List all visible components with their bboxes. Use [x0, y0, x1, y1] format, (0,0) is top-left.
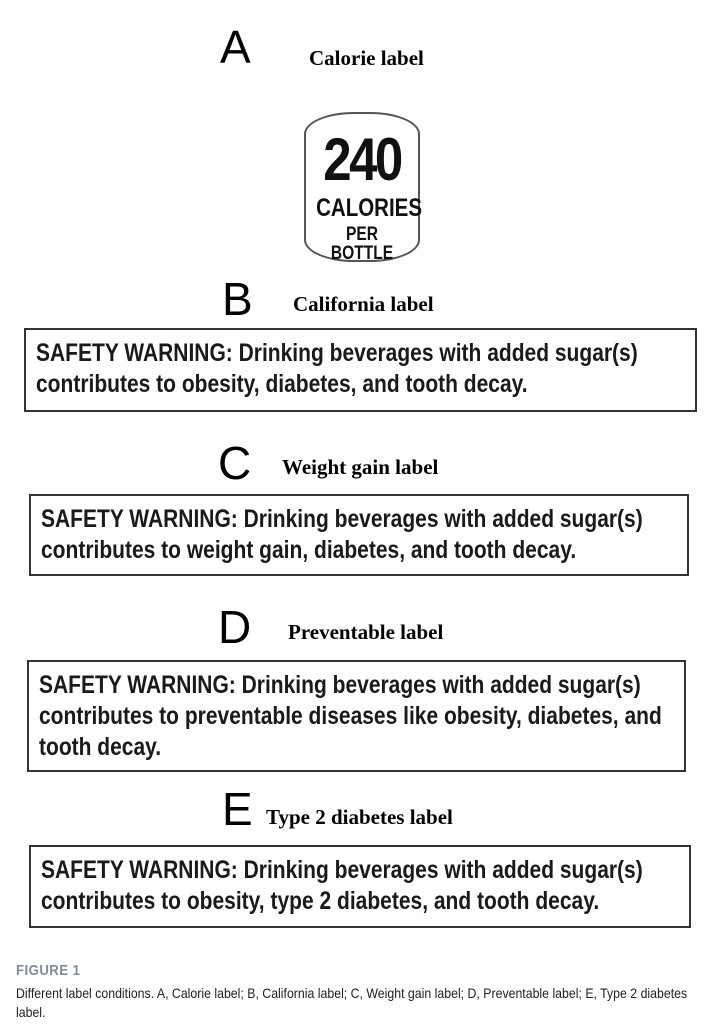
warning-box-weight-gain [29, 494, 689, 576]
calorie-count: 240 [323, 126, 401, 193]
warning-box-type2-diabetes [29, 845, 691, 928]
warning-body: Drinking beverages with added sugar(s) contributes to preventable diseases like obesity, diabetes, and tooth decay. [39, 671, 662, 761]
warning-text [41, 504, 689, 566]
calorie-serving: PER BOTTLE [330, 224, 394, 264]
panel-a-letter: A [220, 21, 251, 73]
warning-text [39, 670, 686, 763]
figure-label: FIGURE 1 [16, 962, 81, 979]
calorie-badge [304, 112, 423, 264]
warning-body: Drinking beverages with added sugar(s) contributes to weight gain, diabetes, and tooth decay. [41, 505, 643, 564]
warning-box-preventable [27, 660, 686, 772]
warning-body: Drinking beverages with added sugar(s) contributes to obesity, type 2 diabetes, and tooth decay. [41, 856, 643, 915]
panel-b-title: California label [293, 292, 434, 316]
panel-e-letter: E [222, 783, 253, 835]
panel-c-letter: C [218, 437, 252, 489]
panel-c-title: Weight gain label [282, 455, 439, 479]
panel-b-letter: B [222, 273, 253, 325]
warning-text [41, 855, 691, 917]
panel-d-letter: D [218, 601, 252, 653]
calorie-unit: CALORIES [316, 194, 423, 222]
warning-lead: SAFETY WARNING: [41, 856, 238, 884]
warning-lead: SAFETY WARNING: [36, 339, 233, 367]
panel-e-title: Type 2 diabetes label [266, 805, 453, 829]
warning-box-california [24, 328, 697, 412]
warning-lead: SAFETY WARNING: [39, 671, 236, 699]
figure-caption: Different label conditions. A, Calorie label; B, California label; C, Weight gain label; D, Preventable label; E, Type 2 diabetes label. [16, 985, 688, 1020]
panel-d-title: Preventable label [288, 620, 444, 644]
warning-text [36, 338, 697, 400]
warning-body: Drinking beverages with added sugar(s) contributes to obesity, diabetes, and tooth decay. [36, 339, 638, 398]
panel-a-title: Calorie label [309, 46, 424, 70]
warning-lead: SAFETY WARNING: [41, 505, 238, 533]
